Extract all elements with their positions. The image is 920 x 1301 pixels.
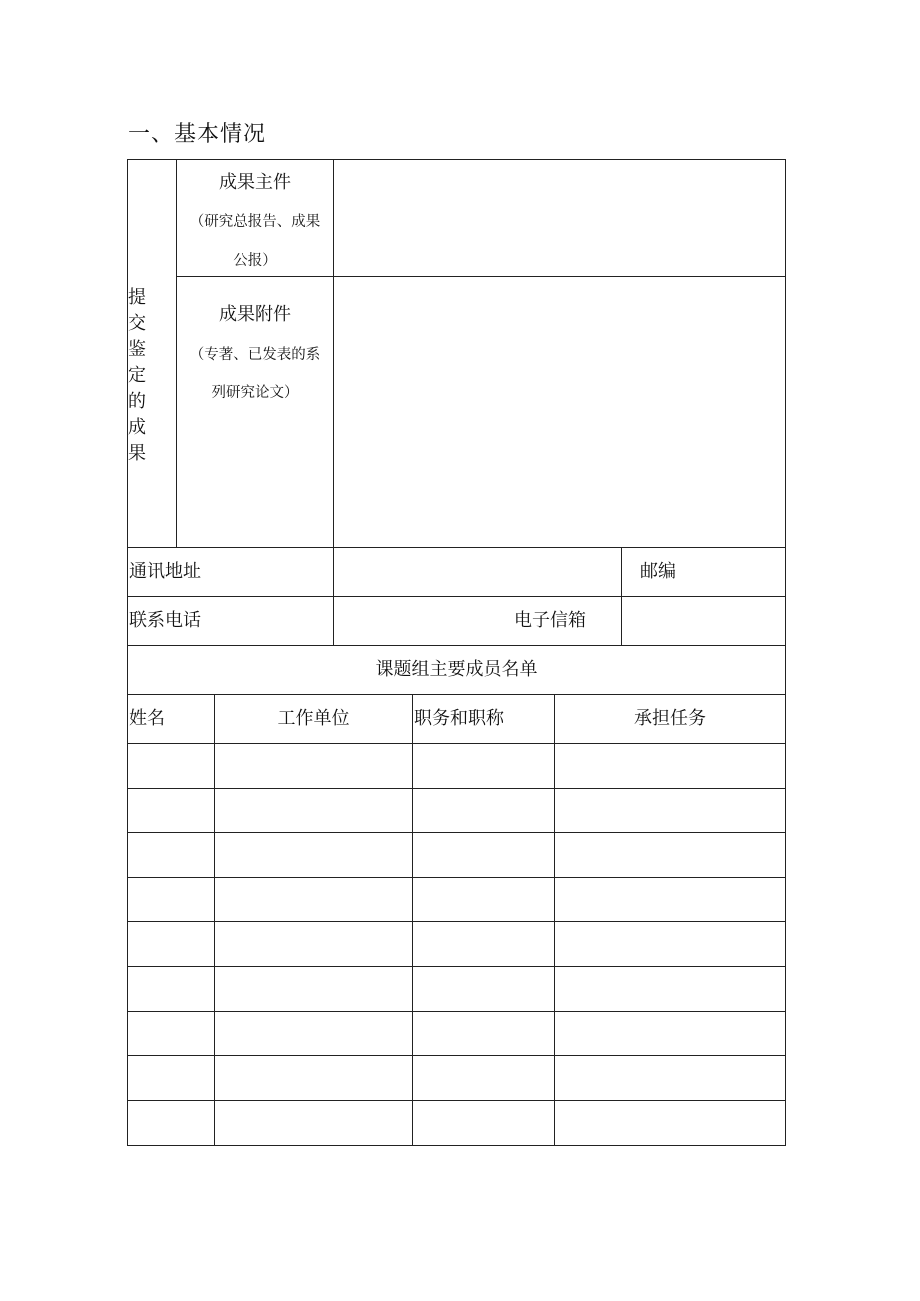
divider-row-1	[127, 788, 786, 789]
main-item-note-line1: （研究总报告、成果	[189, 214, 321, 230]
divider-row-2	[127, 832, 786, 833]
divider-members-title	[127, 694, 786, 695]
divider-col-unit	[412, 694, 413, 1146]
attachment-item-note-line1: （专著、已发表的系	[189, 347, 321, 363]
main-item-note-line2: 公报）	[233, 253, 277, 269]
divider-row-3	[127, 877, 786, 878]
address-label: 通讯地址	[129, 561, 201, 582]
submission-label: 提交鉴定的成果	[128, 287, 153, 464]
email-value-cell[interactable]	[622, 597, 785, 645]
table-border-right	[785, 159, 786, 1146]
divider-header-row	[127, 743, 786, 744]
main-item-value-cell[interactable]	[334, 160, 785, 276]
column-header-task: 承担任务	[634, 708, 706, 729]
section-title: 一、基本情况	[128, 122, 267, 147]
email-label: 电子信箱	[514, 610, 586, 631]
divider-col-name	[214, 694, 215, 1146]
divider-col-title	[554, 694, 555, 1146]
attachment-item-note-line2: 列研究论文）	[211, 385, 299, 401]
postcode-label: 邮编	[640, 561, 676, 582]
divider-row-4	[127, 921, 786, 922]
divider-row-7	[127, 1055, 786, 1056]
divider-row-8	[127, 1100, 786, 1101]
main-item-title: 成果主件	[219, 172, 291, 193]
members-title: 课题组主要成员名单	[375, 659, 538, 680]
divider-row-5	[127, 966, 786, 967]
column-header-title: 职务和职称	[414, 708, 504, 729]
divider-row-6	[127, 1011, 786, 1012]
column-header-unit: 工作单位	[277, 708, 350, 729]
attachment-item-title: 成果附件	[219, 304, 291, 325]
address-value-cell[interactable]	[334, 548, 621, 596]
phone-label: 联系电话	[129, 610, 201, 631]
divider-contact-bottom	[127, 645, 786, 646]
table-border-bottom	[127, 1145, 786, 1146]
attachment-item-value-cell[interactable]	[334, 277, 785, 547]
column-header-name: 姓名	[129, 708, 165, 729]
